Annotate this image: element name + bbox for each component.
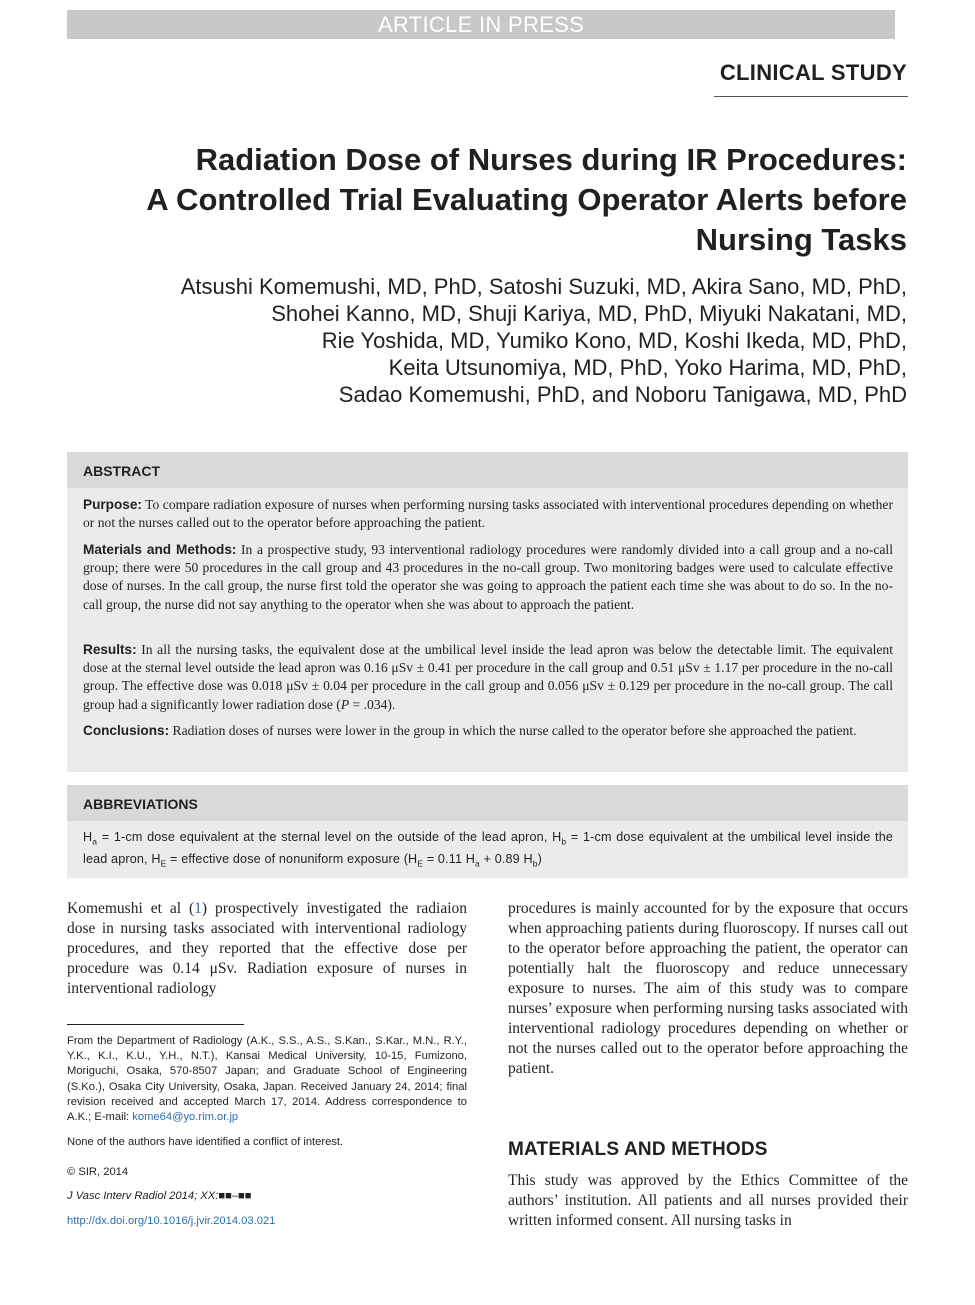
abstract-header: [67, 452, 908, 488]
title-line: Radiation Dose of Nurses during IR Procedures:: [195, 142, 907, 177]
results-label: Results:: [83, 642, 137, 657]
abstract-results: [83, 641, 893, 714]
p-value-symbol: P: [340, 696, 350, 712]
conflict-footnote: None of the authors have identified a conflict of interest.: [67, 1136, 344, 1148]
author-line: Atsushi Komemushi, MD, PhD, Satoshi Suzuki, MD, Akira Sano, MD, PhD,: [180, 274, 907, 299]
methods-paragraph: This study was approved by the Ethics Committee of the authors’ institution. All patients and all nurses provided their written informed consent. All nursing tasks in: [508, 1172, 908, 1229]
methods-heading: MATERIALS AND METHODS: [508, 1139, 768, 1160]
abbreviations-text: $H_a = 1-cm$ dose equivalent at the sternal level on the outside of the lead apron, $H_b = 1-cm$ dose equivalent at the umbilical level inside the lead apron, $H_E$ = effective dose of nonuniform exposure ($H_E = 0.11$ $H_a + 0.89$ $H_b$): [83, 830, 894, 869]
footnote-rule: [67, 1024, 244, 1025]
methods-text: In a prospective study, 93 interventional radiology procedures were randomly divided into a call group and a no-call group; there were 50 procedures in the call group and 43 procedures in the no-call group. Two monitoring badges were used to calculate effective dose of nurses. In the call group, the nurse first told the operator she was going to approach the patient each time she was about to do so. In the no-call group, the nurse did not say anything to the operator when she was about to approach the patient.: [83, 542, 893, 612]
correspondence-label: Address correspondence to: [325, 1095, 467, 1108]
title-line: Nursing Tasks: [695, 222, 907, 257]
intro-paragraph-left: Komemushi et al (1) prospectively investigated the radiaion dose in nursing tasks associated with interventional radiology procedures, and they reported that the effective dose per procedure was 0.14 μSv. Radiation exposure of nurses in interventional radiology: [67, 900, 468, 997]
results-text-end: = .034).: [349, 696, 396, 712]
intro-paragraph-right: procedures is mainly accounted for by the exposure that occurs when approaching patients during fluoroscopy. If nurses call out to the operator before approaching the patient, the operator can potentially halt the fluoroscopy and reduce unnecessary exposure to nurses. The aim of this study was to compare nurses’ exposure when performing nursing tasks associated with interventional radiology procedures depending on whether or not the nurses called out to the operator before approaching the patient.: [508, 900, 908, 1077]
author-line: Keita Utsunomiya, MD, PhD, Yoko Harima, MD, PhD,: [388, 355, 907, 380]
author-line: Shohei Kanno, MD, Shuji Kariya, MD, PhD, Miyuki Nakatani, MD,: [271, 301, 907, 326]
author-line: Sadao Komemushi, PhD, and Noboru Tanigawa, MD, PhD: [338, 382, 907, 407]
title-line: A Controlled Trial Evaluating Operator Alerts before: [146, 182, 907, 217]
author-line: Rie Yoshida, MD, Yumiko Kono, MD, Koshi Ikeda, MD, PhD,: [321, 328, 907, 353]
author-list: [47, 273, 907, 408]
purpose-text: To compare radiation exposure of nurses when performing nursing tasks associated with interventional procedures depending on whether or not the nurses called out to the operator before approaching the patient.: [83, 497, 893, 531]
methods-label: Materials and Methods:: [83, 542, 237, 557]
abbreviations-header: [67, 785, 908, 821]
purpose-label: Purpose:: [83, 497, 142, 512]
abstract-methods: [83, 541, 893, 614]
results-text: In all the nursing tasks, the equivalent dose at the umbilical level inside the lead apron was below the detectable limit. The equivalent dose at the sternal level outside the lead apron was 0.16 μSv ± 0.41 per procedure in the call group and 0.51 μSv ± 1.17 per procedure in the no-call group. The effective dose was 0.018 μSv ± 0.04 per procedure in the call group and 0.056 μSv ± 0.129 per procedure in the no-call group. The call group had a significantly lower radiation dose (: [83, 642, 893, 712]
doi-link[interactable]: http://dx.doi.org/10.1016/j.jvir.2014.03.021: [67, 1215, 276, 1227]
section-label: CLINICAL STUDY: [719, 60, 907, 85]
abstract-purpose: [83, 496, 893, 532]
abbreviations-heading: ABBREVIATIONS: [83, 796, 198, 812]
conclusions-label: Conclusions:: [83, 723, 170, 738]
section-rule: [714, 96, 908, 97]
conclusions-text: Radiation doses of nurses were lower in the group in which the nurse called to the operator before she approached the patient.: [172, 723, 857, 738]
abstract-body: [67, 488, 908, 772]
copyright-notice: © SIR, 2014: [67, 1166, 129, 1178]
email-link[interactable]: kome64@yo.rim.or.jp: [132, 1111, 239, 1124]
abbreviations-body: [67, 821, 908, 878]
journal-citation: J Vasc Interv Radiol 2014; XX:■■–■■: [67, 1190, 252, 1202]
article-title: [47, 140, 907, 260]
reference-link-1[interactable]: 1: [194, 900, 202, 917]
abstract-heading: ABSTRACT: [83, 463, 160, 479]
article-in-press-banner: ARTICLE IN PRESS: [67, 10, 895, 39]
abstract-conclusions: [83, 722, 893, 740]
affiliation-footnote: From the Department of Radiology (A.K., S.S., A.S., S.Kan., S.Kar., M.N., R.Y., Y.K., K.I., K.U., Y.H., N.T.), Kansai Medical University, 10-15, Fumizono, Moriguchi, Osaka, 570-8507 Japan; and Graduate School of Engineering (S.Ko.), Osaka City University, Osaka, Japan. Received January 24, 2014; final revision received and accepted March 17, 2014. Address correspondence to A.K.; E-mail: kome64@yo.rim.or.jp: [67, 1035, 467, 1124]
